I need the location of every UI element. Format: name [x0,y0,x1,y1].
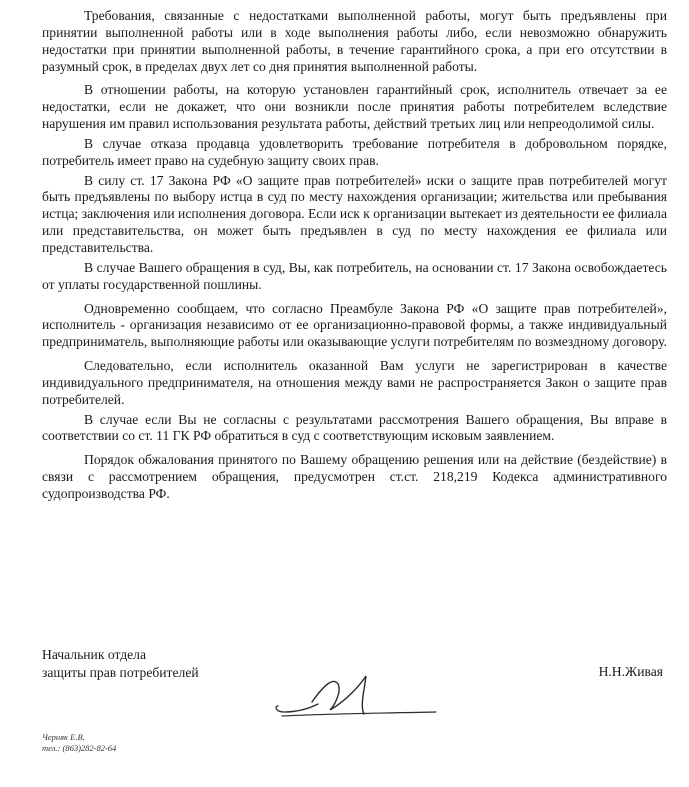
executor-info [42,732,116,754]
paragraph-3: В случае отказа продавца удовлетворить требование потребителя в добровольном порядке, потребитель имеет право на судебную защиту своих прав. [42,135,667,168]
position-line-2: защиты прав потребителей [42,664,199,680]
signatory-position [42,646,199,681]
position-line-1: Начальник отдела [42,647,146,662]
paragraph-8: В случае если Вы не согласны с результатами рассмотрения Вашего обращения, Вы вправе в соответствии со ст. 11 ГК РФ обратиться в суд с соответствующим исковым заявлением. [42,411,667,444]
paragraph-4: В силу ст. 17 Закона РФ «О защите прав потребителей» иски о защите прав потребителей могут быть предъявлены по выбору истца в суд по месту нахождения организации; жительства или пребывания истца; заключения или исполнения договора. Если иск к организации вытекает из деятельности ее филиала или представительства, он может быть предъявлен в суд по месту нахождения ее филиала или представительства. [42,172,667,255]
paragraph-6: Одновременно сообщаем, что согласно Преамбуле Закона РФ «О защите прав потребителей», исполнитель - организация независимо от ее организационно-правовой формы, а также индивидуальный предприниматель, выполняющие работы или оказывающие услуги потребителям по возмездному договору. [42,300,667,350]
handwritten-signature [272,662,442,726]
paragraph-2: В отношении работы, на которую установлен гарантийный срок, исполнитель отвечает за ее недостатки, если не докажет, что они возникли после принятия работы потребителем вследствие нарушения им правил использования результата работы, действий третьих лиц или непреодолимой силы. [42,82,667,132]
paragraph-5: В случае Вашего обращения в суд, Вы, как потребитель, на основании ст. 17 Закона освобождаетесь от уплаты государственной пошлины. [42,259,667,292]
executor-name: Черняк Е.В. [42,732,85,742]
paragraph-1: Требования, связанные с недостатками выполненной работы, могут быть предъявлены при принятии выполненной работы или в ходе выполнения работы либо, если невозможно обнаружить недостатки при принятии выполненной работы, в течение гарантийного срока, а при его отсутствии в разумный срок, в пределах двух лет со дня принятия выполненной работы. [42,8,667,74]
paragraph-9: Порядок обжалования принятого по Вашему обращению решения или на действие (бездействие) в связи с рассмотрением обращения, предусмотрен ст.ст. 218,219 Кодекса административного судопроизводства РФ. [42,452,667,501]
signatory-name: Н.Н.Живая [598,664,663,679]
paragraph-7: Следовательно, если исполнитель оказанной Вам услуги не зарегистрирован в качестве индивидуального предпринимателя, на отношения между вами не распространяется Закон о защите прав потребителей. [42,358,667,407]
letter-body [42,8,667,503]
executor-phone: тел.: (863)282-82-64 [42,743,117,753]
